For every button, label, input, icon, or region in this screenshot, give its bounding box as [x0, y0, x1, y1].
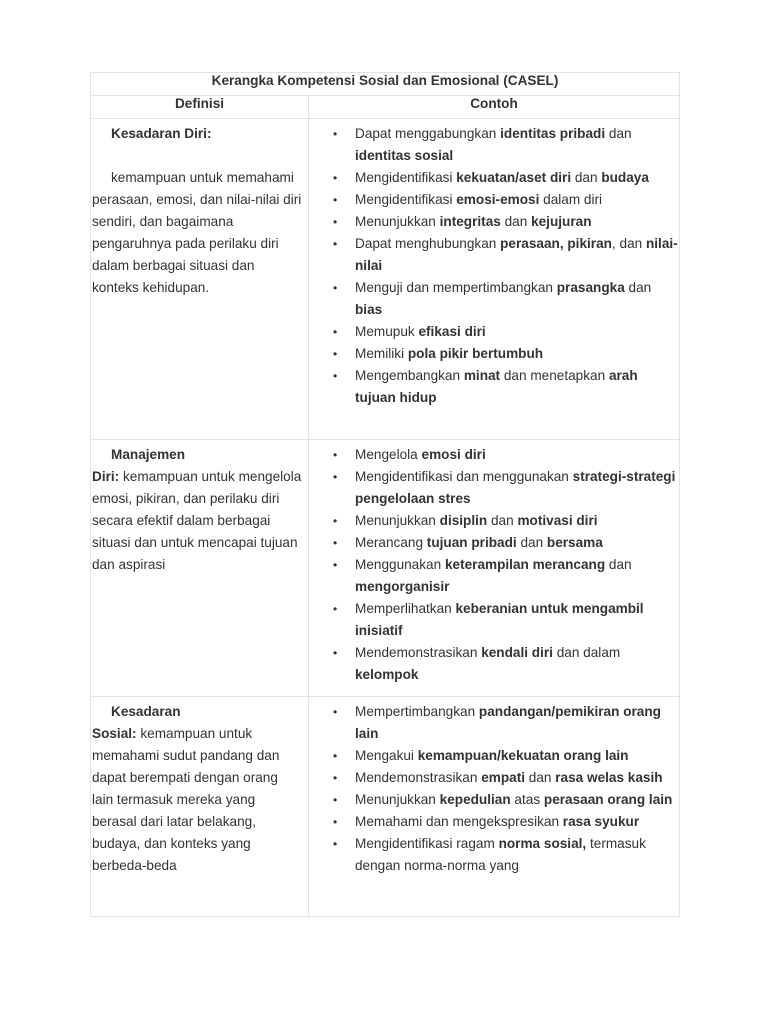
example-keyword: perasaan orang lain [543, 792, 673, 807]
example-text: dan [605, 557, 632, 572]
competency-term-continued: Sosial: [92, 726, 137, 741]
example-item [309, 642, 679, 686]
competency-definition: kemampuan untuk memahami sudut pandang dan dapat berempati dengan orang lain termasuk mereka yang berasal dari latar belakang, budaya, dan konteks yang berbeda-beda [92, 726, 280, 873]
example-text: Mengidentifikasi ragam [355, 836, 499, 851]
example-item [309, 211, 679, 233]
example-text: dan [516, 535, 547, 550]
examples-cell [309, 119, 680, 440]
example-item [309, 554, 679, 598]
example-item [309, 811, 679, 833]
example-keyword: tujuan pribadi [426, 535, 517, 550]
example-text: Mengidentifikasi dan menggunakan [355, 469, 573, 484]
example-item [309, 745, 679, 767]
example-text: dan menetapkan [500, 368, 609, 383]
examples-list [309, 119, 679, 409]
example-text: atas [510, 792, 544, 807]
example-keyword: efikasi diri [418, 324, 486, 339]
example-text: Merancang [355, 535, 427, 550]
example-text: Menguji dan mempertimbangkan [355, 280, 557, 295]
example-text: Memperlihatkan [355, 601, 456, 616]
example-keyword: keberanian untuk mengambil inisiatif [355, 601, 644, 638]
example-keyword: strategi-strategi pengelolaan stres [355, 469, 676, 506]
example-item [309, 343, 679, 365]
example-keyword: perasaan, pikiran [500, 236, 612, 251]
example-item [309, 833, 679, 877]
table-row [91, 119, 680, 440]
example-keyword: empati [481, 770, 526, 785]
examples-cell [309, 697, 680, 917]
example-keyword: kendali diri [481, 645, 553, 660]
example-item [309, 466, 679, 510]
example-keyword: minat [463, 368, 501, 383]
example-keyword: kekuatan/aset diri [456, 170, 572, 185]
example-item [309, 189, 679, 211]
example-text: dan [525, 770, 556, 785]
example-keyword: rasa welas kasih [555, 770, 663, 785]
definition-cell [91, 697, 309, 917]
definition-cell [91, 440, 309, 697]
example-item [309, 365, 679, 409]
examples-list [309, 440, 679, 686]
table-row [91, 697, 680, 917]
example-keyword: emosi diri [421, 447, 486, 462]
example-item [309, 123, 679, 167]
example-keyword: pola pikir bertumbuh [407, 346, 544, 361]
examples-cell [309, 440, 680, 697]
example-keyword: motivasi diri [517, 513, 598, 528]
example-text: dalam diri [539, 192, 603, 207]
example-item [309, 233, 679, 277]
example-keyword: prasangka [556, 280, 625, 295]
example-text: Mengakui [355, 748, 418, 763]
example-text: Mengidentifikasi [355, 170, 457, 185]
definition-cell [91, 119, 309, 440]
example-text: Dapat menggabungkan [355, 126, 501, 141]
example-text: Memiliki [355, 346, 408, 361]
example-text: Mengembangkan [355, 368, 464, 383]
example-item [309, 598, 679, 642]
example-text: Menunjukkan [355, 214, 440, 229]
example-item [309, 701, 679, 745]
example-text: Mendemonstrasikan [355, 645, 482, 660]
table-title: Kerangka Kompetensi Sosial dan Emosional (CASEL) [91, 73, 680, 96]
example-text: Dapat menghubungkan [355, 236, 501, 251]
competency-term: Kesadaran [111, 704, 181, 719]
example-text: dan [605, 126, 632, 141]
example-keyword: identitas pribadi [500, 126, 606, 141]
example-keyword: budaya [601, 170, 649, 185]
column-header-contoh: Contoh [309, 96, 680, 119]
example-text: dan [571, 170, 602, 185]
example-keyword: norma sosial, [498, 836, 587, 851]
example-keyword: identitas sosial [355, 148, 454, 163]
example-text: Menunjukkan [355, 513, 440, 528]
example-item [309, 767, 679, 789]
example-text: dan dalam [552, 645, 621, 660]
example-keyword: rasa syukur [562, 814, 640, 829]
example-text: dan [487, 513, 518, 528]
example-item [309, 789, 679, 811]
competency-term-continued: Diri: [92, 469, 120, 484]
example-text: , dan [611, 236, 646, 251]
example-text: Menggunakan [355, 557, 445, 572]
table-row [91, 440, 680, 697]
example-text: Mendemonstrasikan [355, 770, 482, 785]
example-item [309, 277, 679, 321]
examples-list [309, 697, 679, 877]
example-item [309, 321, 679, 343]
example-item [309, 444, 679, 466]
example-keyword: kepedulian [439, 792, 511, 807]
example-text: Memupuk [355, 324, 419, 339]
example-keyword: mengorganisir [355, 579, 450, 594]
example-keyword: keterampilan merancang [444, 557, 606, 572]
example-keyword: bersama [546, 535, 603, 550]
example-text: Menunjukkan [355, 792, 440, 807]
example-text: Mengelola [355, 447, 422, 462]
casel-table [90, 72, 680, 917]
example-keyword: bias [355, 302, 383, 317]
competency-term: Manajemen [111, 447, 186, 462]
example-keyword: arah tujuan hidup [355, 368, 638, 405]
example-keyword: kelompok [355, 667, 419, 682]
example-text: dan [624, 280, 652, 295]
example-keyword: pandangan/pemikiran orang lain [355, 704, 661, 741]
example-item [309, 167, 679, 189]
example-keyword: emosi-emosi [456, 192, 540, 207]
example-keyword: disiplin [439, 513, 488, 528]
example-keyword: integritas [439, 214, 501, 229]
competency-term: Kesadaran Diri: [111, 126, 212, 141]
example-item [309, 510, 679, 532]
example-text: Mengidentifikasi [355, 192, 457, 207]
example-keyword: nilai-nilai [355, 236, 678, 273]
example-keyword: kemampuan/kekuatan orang lain [417, 748, 629, 763]
example-text: Memahami dan mengekspresikan [355, 814, 563, 829]
example-item [309, 532, 679, 554]
example-keyword: kejujuran [531, 214, 592, 229]
column-header-definisi: Definisi [91, 96, 309, 119]
example-text: dan [500, 214, 532, 229]
example-text: Mempertimbangkan [355, 704, 479, 719]
competency-definition: kemampuan untuk memahami perasaan, emosi, dan nilai-nilai diri sendiri, dan bagaimana pengaruhnya pada perilaku diri dalam berbagai situasi dan konteks kehidupan. [92, 170, 302, 295]
competency-definition: kemampuan untuk mengelola emosi, pikiran, dan perilaku diri secara efektif dalam berbagai situasi dan untuk mencapai tujuan dan aspirasi [92, 469, 302, 572]
example-text: termasuk dengan norma-norma yang [355, 836, 646, 873]
